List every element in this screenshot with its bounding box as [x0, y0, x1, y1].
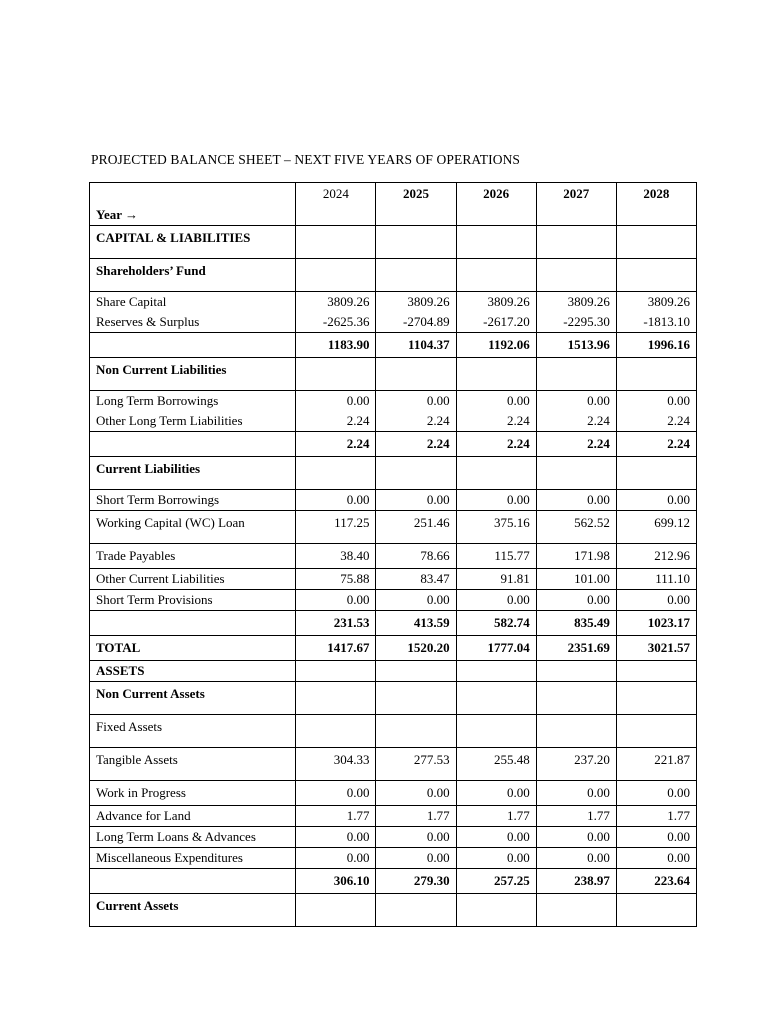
- table-row: [90, 827, 697, 848]
- value-cell: 0.00: [456, 781, 536, 806]
- section-row: [90, 226, 697, 259]
- row-label: [90, 869, 296, 894]
- value-cell: 0.00: [376, 827, 456, 848]
- empty-cell: [376, 894, 456, 927]
- empty-cell: [536, 226, 616, 259]
- value-cell: 277.53: [376, 748, 456, 781]
- total-value-cell: 1520.20: [376, 636, 456, 661]
- value-cell: 0.00: [456, 391, 536, 412]
- value-cell: 2.24: [296, 432, 376, 457]
- section-non-current-liabilities: Non Current Liabilities: [90, 358, 296, 391]
- section-row: [90, 259, 697, 292]
- value-cell: 221.87: [616, 748, 696, 781]
- value-cell: 0.00: [376, 781, 456, 806]
- value-cell: 0.00: [296, 848, 376, 869]
- empty-cell: [536, 259, 616, 292]
- value-cell: 0.00: [376, 490, 456, 511]
- value-cell: 1.77: [456, 806, 536, 827]
- value-cell: 304.33: [296, 748, 376, 781]
- row-label: Working Capital (WC) Loan: [90, 511, 296, 544]
- row-label: Other Current Liabilities: [90, 569, 296, 590]
- value-cell: 38.40: [296, 544, 376, 569]
- empty-cell: [616, 715, 696, 748]
- empty-cell: [296, 682, 376, 715]
- balance-sheet-table: [89, 182, 697, 927]
- value-cell: -2625.36: [296, 312, 376, 333]
- empty-cell: [296, 457, 376, 490]
- value-cell: 3809.26: [536, 292, 616, 313]
- value-cell: 171.98: [536, 544, 616, 569]
- table-row: [90, 748, 697, 781]
- value-cell: 699.12: [616, 511, 696, 544]
- row-label: Miscellaneous Expenditures: [90, 848, 296, 869]
- value-cell: 2.24: [456, 411, 536, 432]
- row-label: [90, 432, 296, 457]
- value-cell: 0.00: [616, 391, 696, 412]
- total-value-cell: 3021.57: [616, 636, 696, 661]
- value-cell: 0.00: [616, 490, 696, 511]
- value-cell: 0.00: [296, 391, 376, 412]
- value-cell: 78.66: [376, 544, 456, 569]
- page-title: PROJECTED BALANCE SHEET – NEXT FIVE YEARS OF OPERATIONS: [91, 152, 521, 167]
- empty-cell: [296, 226, 376, 259]
- empty-cell: [376, 682, 456, 715]
- value-cell: 255.48: [456, 748, 536, 781]
- value-cell: 1.77: [616, 806, 696, 827]
- empty-cell: [536, 358, 616, 391]
- total-value-cell: 1777.04: [456, 636, 536, 661]
- empty-cell: [376, 661, 456, 682]
- empty-cell: [296, 259, 376, 292]
- value-cell: 0.00: [456, 827, 536, 848]
- value-cell: 115.77: [456, 544, 536, 569]
- empty-cell: [456, 661, 536, 682]
- value-cell: 3809.26: [376, 292, 456, 313]
- total-value-cell: 1417.67: [296, 636, 376, 661]
- value-cell: -2617.20: [456, 312, 536, 333]
- value-cell: 0.00: [456, 490, 536, 511]
- table-row: [90, 590, 697, 611]
- table-row: [90, 292, 697, 313]
- row-label: Share Capital: [90, 292, 296, 313]
- value-cell: 0.00: [376, 590, 456, 611]
- value-cell: 0.00: [296, 590, 376, 611]
- subtotal-row: [90, 869, 697, 894]
- value-cell: 1513.96: [536, 333, 616, 358]
- value-cell: 835.49: [536, 611, 616, 636]
- value-cell: 0.00: [616, 827, 696, 848]
- section-row: [90, 715, 697, 748]
- value-cell: 375.16: [456, 511, 536, 544]
- value-cell: 1.77: [536, 806, 616, 827]
- year-label: Year →: [90, 183, 296, 226]
- row-label: Tangible Assets: [90, 748, 296, 781]
- empty-cell: [376, 715, 456, 748]
- value-cell: 75.88: [296, 569, 376, 590]
- empty-cell: [456, 682, 536, 715]
- value-cell: 0.00: [536, 848, 616, 869]
- empty-cell: [616, 259, 696, 292]
- empty-cell: [296, 715, 376, 748]
- value-cell: 0.00: [376, 848, 456, 869]
- empty-cell: [376, 457, 456, 490]
- section-fixed-assets: Fixed Assets: [90, 715, 296, 748]
- value-cell: 0.00: [536, 827, 616, 848]
- empty-cell: [296, 661, 376, 682]
- empty-cell: [296, 358, 376, 391]
- value-cell: 83.47: [376, 569, 456, 590]
- value-cell: 0.00: [536, 490, 616, 511]
- section-shareholders-fund: Shareholders’ Fund: [90, 259, 296, 292]
- row-label: [90, 333, 296, 358]
- section-assets: ASSETS: [90, 661, 296, 682]
- value-cell: 2.24: [376, 411, 456, 432]
- value-cell: 91.81: [456, 569, 536, 590]
- empty-cell: [616, 682, 696, 715]
- row-label: Short Term Borrowings: [90, 490, 296, 511]
- value-cell: 1996.16: [616, 333, 696, 358]
- value-cell: 279.30: [376, 869, 456, 894]
- value-cell: 413.59: [376, 611, 456, 636]
- year-2027: 2027: [536, 183, 616, 226]
- value-cell: 0.00: [536, 590, 616, 611]
- section-row: [90, 457, 697, 490]
- value-cell: 237.20: [536, 748, 616, 781]
- value-cell: 111.10: [616, 569, 696, 590]
- value-cell: 2.24: [456, 432, 536, 457]
- empty-cell: [376, 226, 456, 259]
- value-cell: 3809.26: [296, 292, 376, 313]
- row-label: Advance for Land: [90, 806, 296, 827]
- value-cell: 117.25: [296, 511, 376, 544]
- value-cell: 582.74: [456, 611, 536, 636]
- value-cell: 251.46: [376, 511, 456, 544]
- empty-cell: [536, 661, 616, 682]
- value-cell: -1813.10: [616, 312, 696, 333]
- value-cell: 3809.26: [456, 292, 536, 313]
- section-current-liabilities: Current Liabilities: [90, 457, 296, 490]
- empty-cell: [456, 259, 536, 292]
- row-label: [90, 611, 296, 636]
- value-cell: 0.00: [536, 781, 616, 806]
- value-cell: 1.77: [296, 806, 376, 827]
- empty-cell: [536, 457, 616, 490]
- subtotal-row: [90, 432, 697, 457]
- total-row: [90, 636, 697, 661]
- value-cell: 231.53: [296, 611, 376, 636]
- value-cell: 3809.26: [616, 292, 696, 313]
- value-cell: -2295.30: [536, 312, 616, 333]
- value-cell: 2.24: [536, 432, 616, 457]
- value-cell: 562.52: [536, 511, 616, 544]
- value-cell: 306.10: [296, 869, 376, 894]
- empty-cell: [296, 894, 376, 927]
- table-row: [90, 781, 697, 806]
- value-cell: 0.00: [296, 827, 376, 848]
- row-label: Long Term Loans & Advances: [90, 827, 296, 848]
- row-label: Reserves & Surplus: [90, 312, 296, 333]
- section-row: [90, 682, 697, 715]
- year-2024: 2024: [296, 183, 376, 226]
- value-cell: 0.00: [376, 391, 456, 412]
- empty-cell: [456, 894, 536, 927]
- empty-cell: [616, 226, 696, 259]
- section-row: [90, 661, 697, 682]
- empty-cell: [616, 457, 696, 490]
- section-current-assets: Current Assets: [90, 894, 296, 927]
- row-label: Long Term Borrowings: [90, 391, 296, 412]
- value-cell: 2.24: [536, 411, 616, 432]
- section-capital-liabilities: CAPITAL & LIABILITIES: [90, 226, 296, 259]
- row-label: Trade Payables: [90, 544, 296, 569]
- empty-cell: [616, 894, 696, 927]
- value-cell: 1183.90: [296, 333, 376, 358]
- section-row: [90, 894, 697, 927]
- year-2026: 2026: [456, 183, 536, 226]
- value-cell: 0.00: [536, 391, 616, 412]
- value-cell: 238.97: [536, 869, 616, 894]
- total-label: TOTAL: [90, 636, 296, 661]
- empty-cell: [616, 661, 696, 682]
- table-row: [90, 511, 697, 544]
- value-cell: 2.24: [296, 411, 376, 432]
- row-label: Work in Progress: [90, 781, 296, 806]
- table-row: [90, 312, 697, 333]
- subtotal-row: [90, 611, 697, 636]
- year-header-row: [90, 183, 697, 226]
- table-row: [90, 806, 697, 827]
- value-cell: 1104.37: [376, 333, 456, 358]
- value-cell: 223.64: [616, 869, 696, 894]
- table-row: [90, 544, 697, 569]
- section-non-current-assets: Non Current Assets: [90, 682, 296, 715]
- empty-cell: [456, 457, 536, 490]
- value-cell: 0.00: [456, 590, 536, 611]
- value-cell: 2.24: [616, 432, 696, 457]
- empty-cell: [376, 259, 456, 292]
- row-label: Short Term Provisions: [90, 590, 296, 611]
- subtotal-row: [90, 333, 697, 358]
- empty-cell: [376, 358, 456, 391]
- empty-cell: [536, 682, 616, 715]
- value-cell: 1.77: [376, 806, 456, 827]
- row-label: Other Long Term Liabilities: [90, 411, 296, 432]
- value-cell: 0.00: [296, 781, 376, 806]
- value-cell: -2704.89: [376, 312, 456, 333]
- value-cell: 1192.06: [456, 333, 536, 358]
- value-cell: 2.24: [376, 432, 456, 457]
- empty-cell: [456, 358, 536, 391]
- table-row: [90, 411, 697, 432]
- empty-cell: [536, 894, 616, 927]
- section-row: [90, 358, 697, 391]
- value-cell: 0.00: [616, 781, 696, 806]
- table-row: [90, 569, 697, 590]
- empty-cell: [456, 715, 536, 748]
- value-cell: 0.00: [616, 590, 696, 611]
- year-2025: 2025: [376, 183, 456, 226]
- value-cell: 0.00: [456, 848, 536, 869]
- value-cell: 2.24: [616, 411, 696, 432]
- value-cell: 0.00: [616, 848, 696, 869]
- year-2028: 2028: [616, 183, 696, 226]
- value-cell: 212.96: [616, 544, 696, 569]
- value-cell: 257.25: [456, 869, 536, 894]
- value-cell: 101.00: [536, 569, 616, 590]
- empty-cell: [616, 358, 696, 391]
- empty-cell: [536, 715, 616, 748]
- empty-cell: [456, 226, 536, 259]
- table-row: [90, 848, 697, 869]
- value-cell: 1023.17: [616, 611, 696, 636]
- table-row: [90, 490, 697, 511]
- value-cell: 0.00: [296, 490, 376, 511]
- table-row: [90, 391, 697, 412]
- total-value-cell: 2351.69: [536, 636, 616, 661]
